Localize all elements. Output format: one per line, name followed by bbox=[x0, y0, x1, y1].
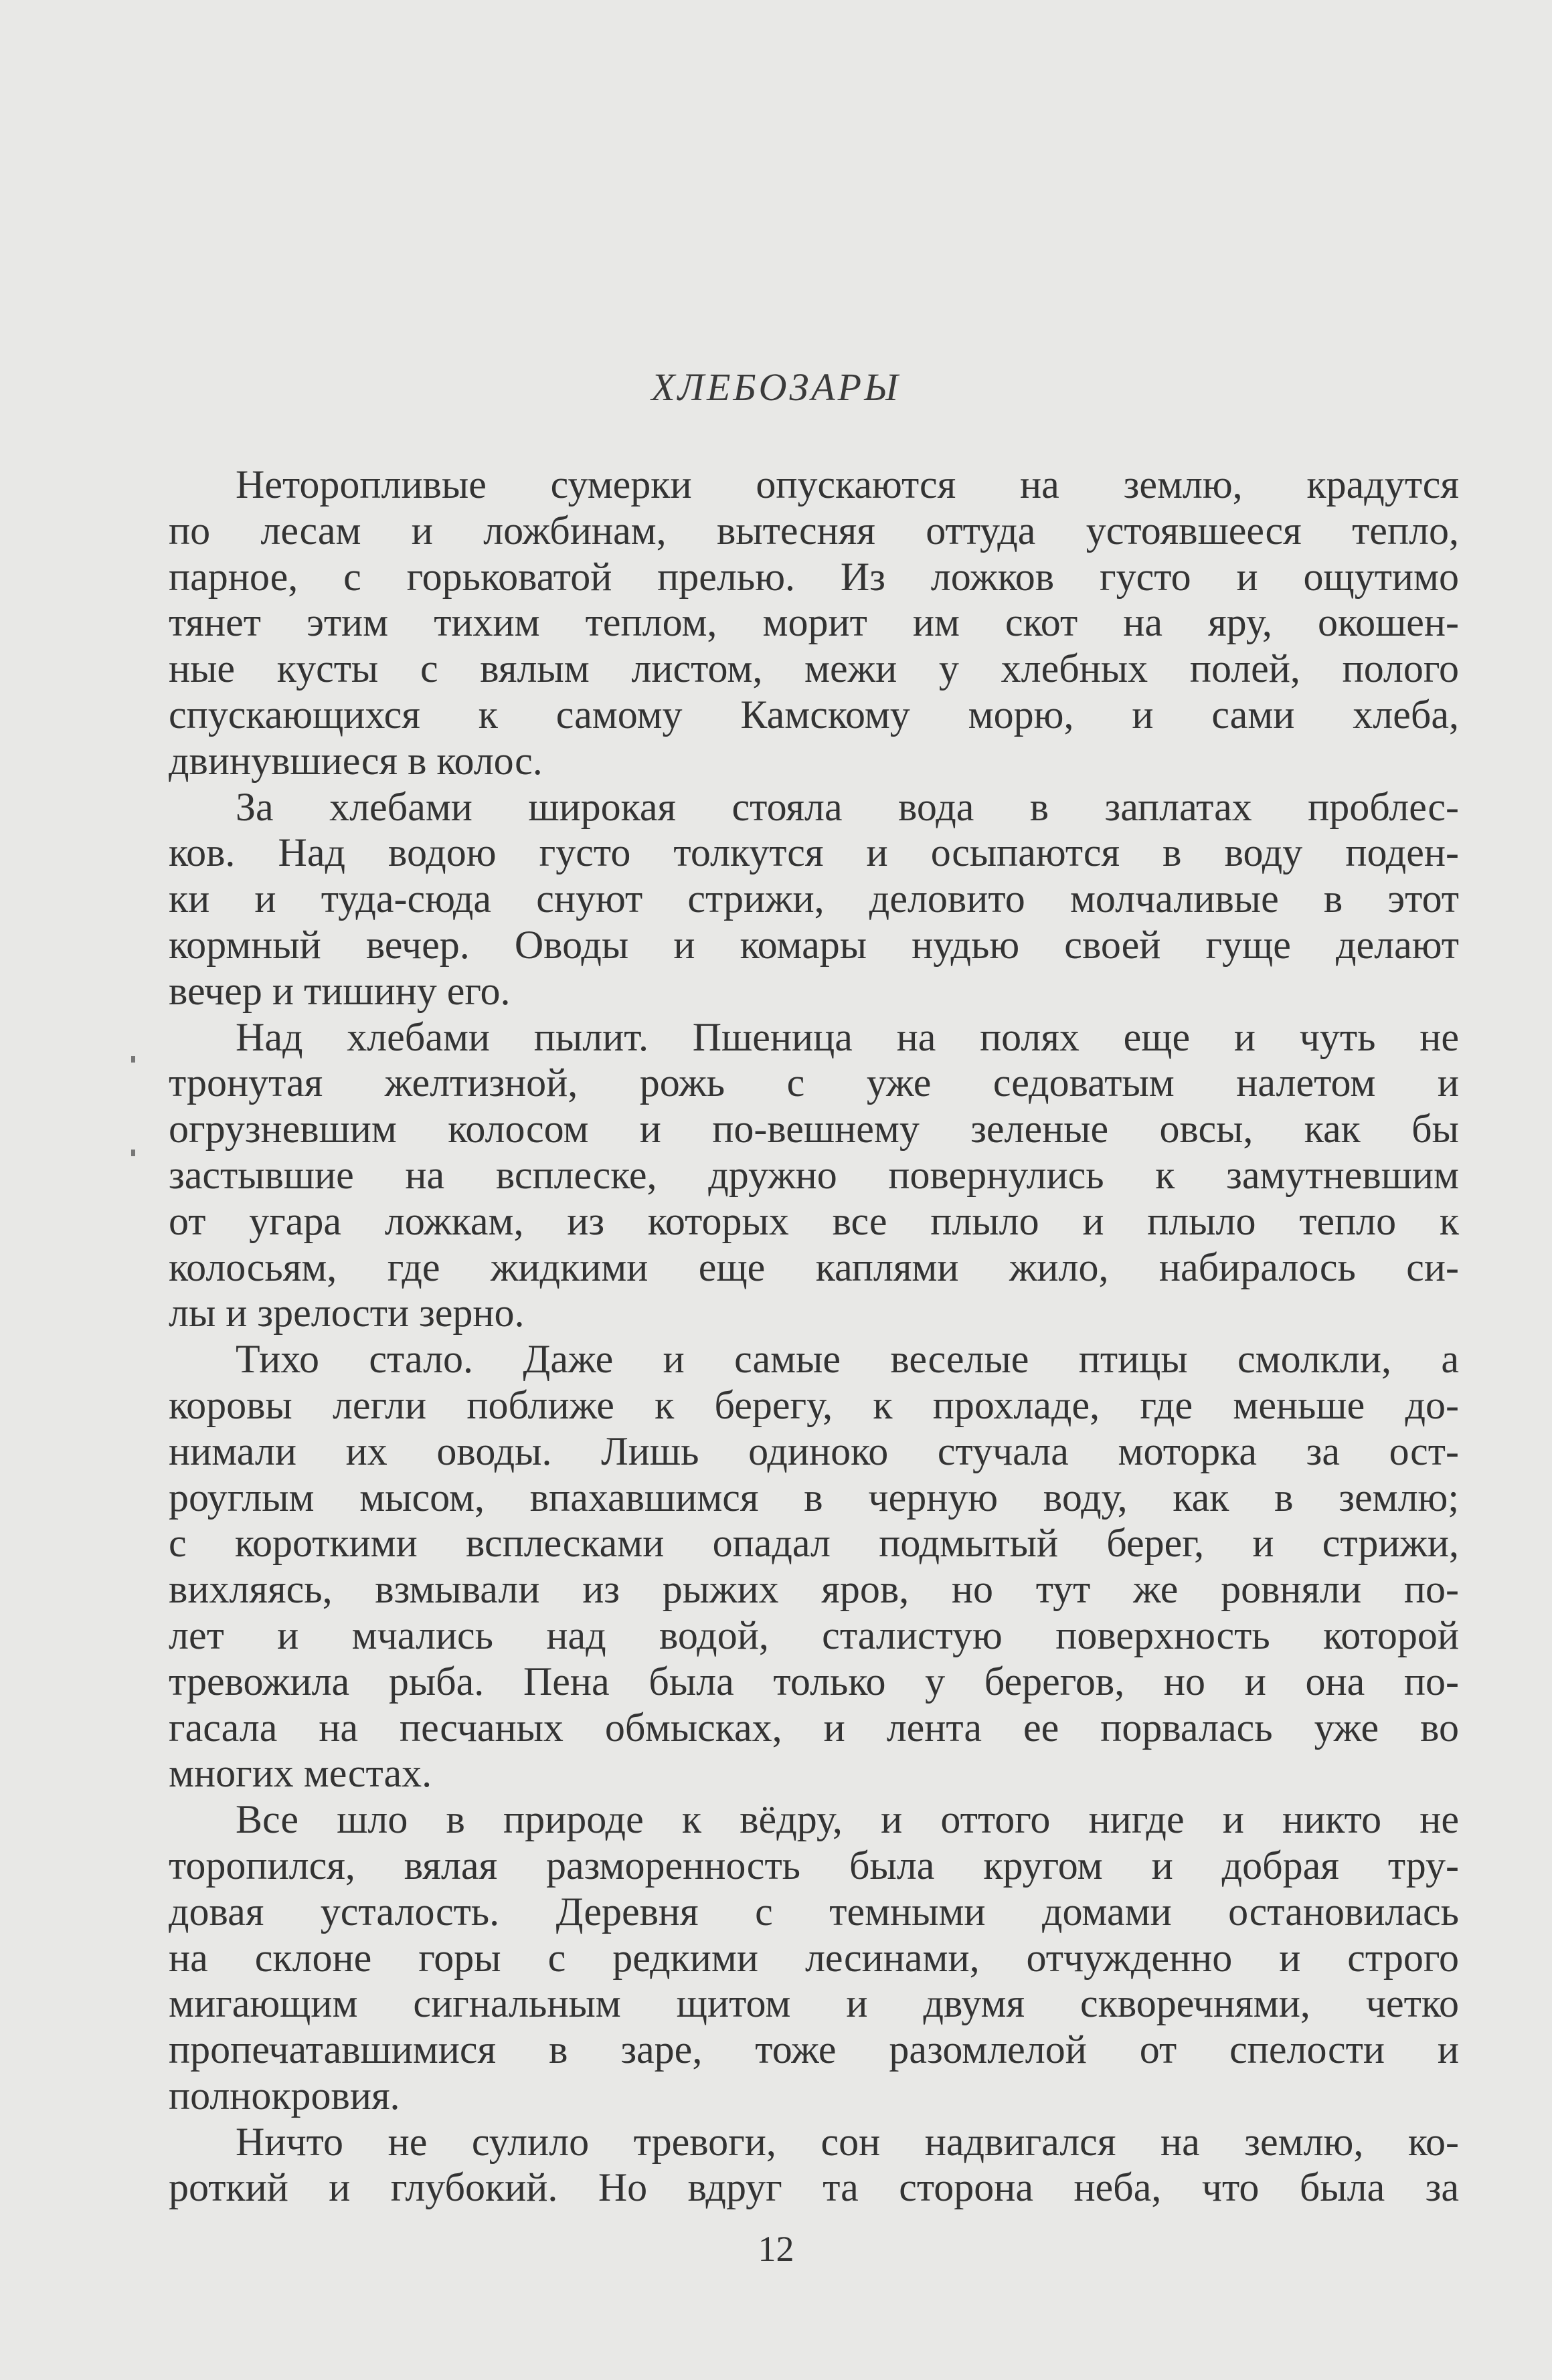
text-line: колосьям, где жидкими еще каплями жило, набиралось си- bbox=[169, 1245, 1459, 1289]
text-line: Ничто не сулило тревоги, сон надвигался на землю, ко- bbox=[236, 2119, 1459, 2164]
text-line: вечер и тишину его. bbox=[169, 968, 511, 1013]
page-number: 12 bbox=[758, 2229, 794, 2269]
margin-mark bbox=[131, 1150, 135, 1156]
text-line: лы и зрелости зерно. bbox=[169, 1291, 525, 1336]
text-line: спускающихся к самому Камскому морю, и сами хлеба, bbox=[169, 692, 1459, 737]
text-line: За хлебами широкая стояла вода в заплатах проблес- bbox=[236, 784, 1459, 829]
text-line: ные кусты с вялым листом, межи у хлебных полей, полого bbox=[169, 646, 1459, 691]
text-line: тревожила рыба. Пена была только у берегов, но и она по- bbox=[169, 1659, 1459, 1704]
text-line: Над хлебами пылит. Пшеница на полях еще и чуть не bbox=[236, 1014, 1459, 1059]
text-line: Неторопливые сумерки опускаются на землю, крадутся bbox=[236, 462, 1459, 507]
text-line: парное, с горьковатой прелью. Из ложков густо и ощутимо bbox=[169, 554, 1459, 599]
text-line: на склоне горы с редкими лесинами, отчужденно и строго bbox=[169, 1935, 1459, 1980]
text-line: от угара ложкам, из которых все плыло и плыло тепло к bbox=[169, 1198, 1459, 1243]
text-line: роткий и глубокий. Но вдруг та сторона неба, что была за bbox=[169, 2165, 1459, 2210]
body-text bbox=[169, 462, 1459, 2211]
text-line: полнокровия. bbox=[169, 2073, 400, 2118]
margin-mark bbox=[131, 1056, 135, 1063]
text-line: тянет этим тихим теплом, морит им скот на яру, окошен- bbox=[169, 600, 1459, 645]
text-line: мигающим сигнальным щитом и двумя скворечнями, четко bbox=[169, 1981, 1459, 2026]
text-line: роуглым мысом, впахавшимся в черную воду, как в землю; bbox=[169, 1475, 1459, 1520]
text-line: по лесам и ложбинам, вытесняя оттуда устоявшееся тепло, bbox=[169, 508, 1459, 553]
text-line: Тихо стало. Даже и самые веселые птицы смолкли, а bbox=[236, 1337, 1459, 1382]
text-line: нимали их оводы. Лишь одиноко стучала моторка за ост- bbox=[169, 1429, 1459, 1473]
text-line: тронутая желтизной, рожь с уже седоватым налетом и bbox=[169, 1061, 1459, 1105]
text-line: ков. Над водою густо толкутся и осыпаются в воду поден- bbox=[169, 830, 1459, 875]
chapter-title: ХЛЕБОЗАРЫ bbox=[651, 365, 901, 409]
text-line: торопился, вялая разморенность была кругом и добрая тру- bbox=[169, 1843, 1459, 1888]
text-line: пропечатавшимися в заре, тоже разомлелой от спелости и bbox=[169, 2027, 1459, 2072]
text-line: довая усталость. Деревня с темными домами остановилась bbox=[169, 1889, 1459, 1934]
text-line: застывшие на всплеске, дружно повернулись к замутневшим bbox=[169, 1152, 1459, 1197]
text-line: гасала на песчаных обмысках, и лента ее порвалась уже во bbox=[169, 1705, 1459, 1750]
text-line: с короткими всплесками опадал подмытый берег, и стрижи, bbox=[169, 1521, 1459, 1566]
text-line: коровы легли поближе к берегу, к прохладе, где меньше до- bbox=[169, 1382, 1459, 1427]
text-line: ки и туда-сюда снуют стрижи, деловито молчаливые в этот bbox=[169, 877, 1459, 921]
text-line: многих местах. bbox=[169, 1751, 432, 1796]
text-line: Все шло в природе к вёдру, и оттого нигде и никто не bbox=[236, 1797, 1459, 1842]
text-line: огрузневшим колосом и по-вешнему зеленые овсы, как бы bbox=[169, 1107, 1459, 1152]
text-line: двинувшиеся в колос. bbox=[169, 738, 543, 783]
text-line: кормный вечер. Оводы и комары нудью своей гуще делают bbox=[169, 922, 1459, 967]
text-line: лет и мчались над водой, сталистую поверхность которой bbox=[169, 1613, 1459, 1657]
text-line: вихляясь, взмывали из рыжих яров, но тут же ровняли по- bbox=[169, 1567, 1459, 1612]
